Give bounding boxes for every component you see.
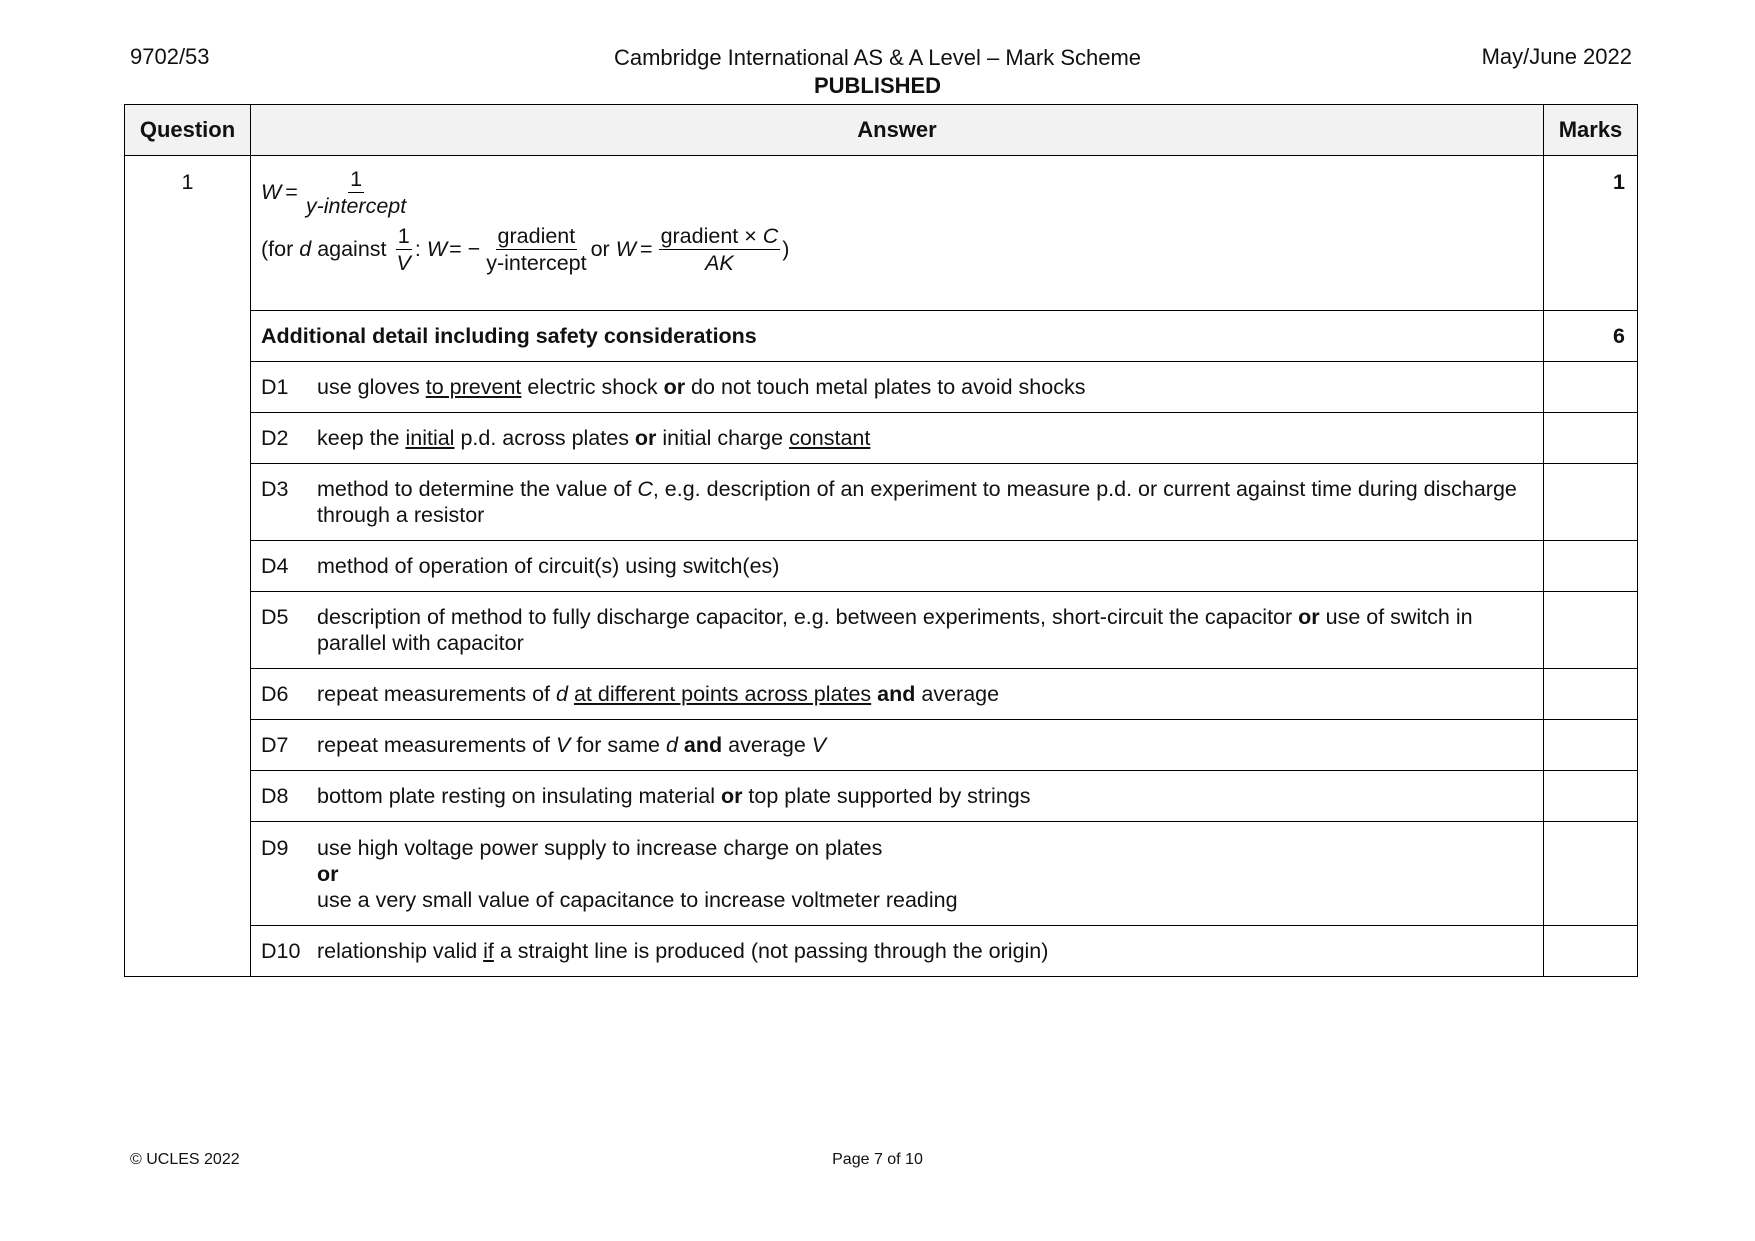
paper-code: 9702/53 xyxy=(130,44,210,69)
document-title: Cambridge International AS & A Level – Mark Scheme xyxy=(613,45,1142,70)
detail-row-d1 xyxy=(125,362,1638,413)
detail-row-d2 xyxy=(125,413,1638,464)
detail-code: D5 xyxy=(261,605,289,629)
alt-close: ) xyxy=(782,237,790,261)
detail-marks-empty xyxy=(1544,771,1638,822)
against-label: against xyxy=(317,237,387,261)
detail-row-d5 xyxy=(125,592,1638,669)
detail-code: D2 xyxy=(261,426,289,450)
detail-cell xyxy=(251,926,1544,977)
detail-marks-empty xyxy=(1544,464,1638,541)
symbol-w: W xyxy=(426,237,448,261)
numerator: 1 xyxy=(350,167,363,191)
equals-sign: = xyxy=(640,237,653,261)
detail-code: D1 xyxy=(261,375,289,399)
detail-heading-row xyxy=(125,311,1638,362)
detail-marks-empty xyxy=(1544,362,1638,413)
copyright: © UCLES 2022 xyxy=(130,1151,240,1168)
question-number: 1 xyxy=(125,156,251,977)
detail-cell xyxy=(251,720,1544,771)
detail-row-d6 xyxy=(125,669,1638,720)
detail-cell xyxy=(251,541,1544,592)
colon: : xyxy=(414,237,421,261)
mark-scheme-table xyxy=(124,104,1638,977)
detail-text: method of operation of circuit(s) using switch(es) xyxy=(317,554,780,578)
detail-cell xyxy=(251,592,1544,669)
denominator: y-intercept xyxy=(305,194,407,218)
exam-session: May/June 2022 xyxy=(1481,44,1632,69)
detail-text: description of method to fully discharge capacitor, e.g. between experiments, short-circuit the capacitor or use of switch in parallel with capacitor xyxy=(317,605,1473,655)
detail-cell xyxy=(251,771,1544,822)
or-label: or xyxy=(590,237,610,261)
detail-code: D9 xyxy=(261,835,289,860)
detail-row-d3 xyxy=(125,464,1638,541)
detail-heading xyxy=(251,311,1544,362)
fraction-gradient-c-ak xyxy=(659,223,781,276)
detail-heading-text: Additional detail including safety considerations xyxy=(261,323,757,348)
detail-code: D7 xyxy=(261,733,289,757)
detail-row-d9 xyxy=(125,822,1638,926)
numerator: 1 xyxy=(397,224,410,248)
detail-text: repeat measurements of V for same d and average V xyxy=(317,733,827,757)
table-header-row xyxy=(125,105,1638,156)
detail-row-d4 xyxy=(125,541,1638,592)
gradient-times: gradient × xyxy=(660,224,763,248)
detail-text: relationship valid if a straight line is produced (not passing through the origin) xyxy=(317,939,1049,963)
col-answer: Answer xyxy=(251,105,1544,156)
detail-marks-empty xyxy=(1544,541,1638,592)
detail-row-d7 xyxy=(125,720,1638,771)
fraction-one-over-v xyxy=(395,223,413,276)
detail-text: use gloves to prevent electric shock or do not touch metal plates to avoid shocks xyxy=(317,375,1086,399)
fraction-gradient-intercept xyxy=(484,223,588,276)
detail-text: keep the initial p.d. across plates or initial charge constant xyxy=(317,426,871,450)
denominator: V xyxy=(396,251,411,275)
detail-marks-empty xyxy=(1544,720,1638,771)
detail-code: D6 xyxy=(261,682,289,706)
detail-text: bottom plate resting on insulating material or top plate supported by strings xyxy=(317,784,1031,808)
detail-cell xyxy=(251,413,1544,464)
symbol-w: W xyxy=(261,180,282,204)
col-question: Question xyxy=(125,105,251,156)
detail-row-d10 xyxy=(125,926,1638,977)
symbol-d: d xyxy=(299,237,312,261)
detail-marks-empty xyxy=(1544,669,1638,720)
numerator: gradient xyxy=(497,224,576,248)
detail-text: repeat measurements of d at different points across plates and average xyxy=(317,682,1000,706)
detail-code: D8 xyxy=(261,784,289,808)
numerator xyxy=(659,223,781,250)
formula-marks: 1 xyxy=(1544,156,1638,311)
detail-cell xyxy=(251,362,1544,413)
formula-alternative xyxy=(261,223,1533,276)
detail-cell xyxy=(251,822,1544,926)
denominator: y-intercept xyxy=(486,251,587,275)
detail-text: method to determine the value of C, e.g. description of an experiment to measure p.d. or current against time during discharge through a resistor xyxy=(317,477,1517,527)
page-number: Page 7 of 10 xyxy=(832,1151,923,1168)
formula-answer xyxy=(251,156,1544,311)
detail-text: use high voltage power supply to increase charge on plates or use a very small value of capacitance to increase voltmeter reading xyxy=(317,835,958,912)
alt-open: (for xyxy=(261,237,294,261)
detail-cell xyxy=(251,464,1544,541)
detail-marks-empty xyxy=(1544,413,1638,464)
fraction-main xyxy=(304,166,408,219)
detail-cell xyxy=(251,669,1544,720)
detail-marks-empty xyxy=(1544,926,1638,977)
detail-code: D4 xyxy=(261,554,289,578)
detail-marks-empty xyxy=(1544,822,1638,926)
detail-marks-empty xyxy=(1544,592,1638,669)
detail-row-d8 xyxy=(125,771,1638,822)
detail-marks: 6 xyxy=(1544,311,1638,362)
denominator: AK xyxy=(705,251,734,275)
formula-row xyxy=(125,156,1638,311)
symbol-c: C xyxy=(762,224,779,248)
col-marks: Marks xyxy=(1544,105,1638,156)
detail-code: D10 xyxy=(261,939,301,963)
equals-sign: = xyxy=(285,180,298,204)
formula-main xyxy=(261,166,1533,219)
symbol-w: W xyxy=(615,237,636,261)
detail-code: D3 xyxy=(261,477,289,501)
published-label: PUBLISHED xyxy=(813,73,942,98)
equals-minus: = − xyxy=(449,237,481,261)
